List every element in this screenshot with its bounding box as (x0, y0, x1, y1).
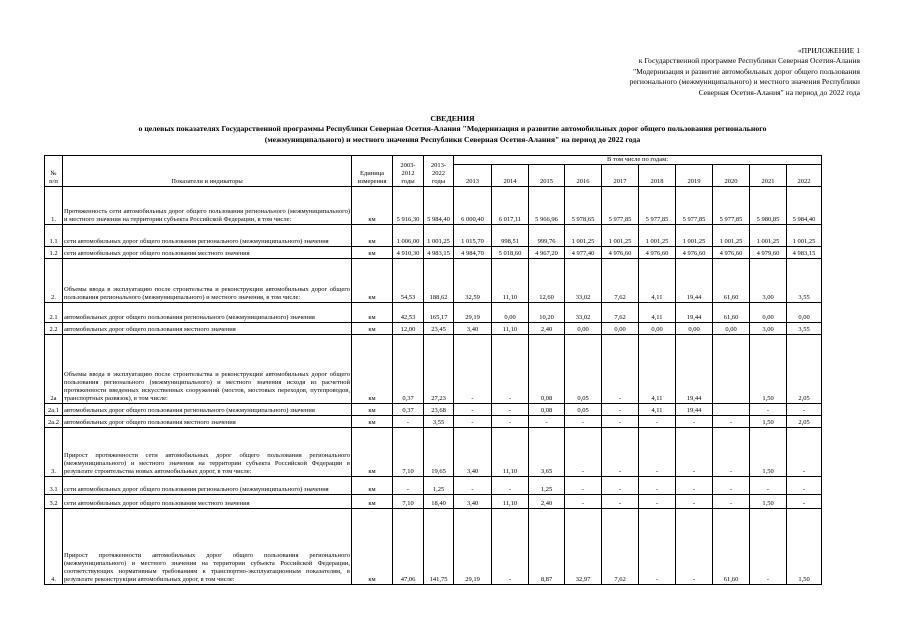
value-cell: 1,50 (750, 428, 787, 477)
header-unit-bottom: измерения (357, 178, 387, 185)
value-cell: 5 980,85 (750, 187, 787, 225)
value-cell: 4 977,40 (565, 247, 602, 259)
header-year: 2013 (454, 165, 492, 187)
indicator-text: Протяженность сети автомобильных дорог общего пользования регионального (межмуниципального) и местного значения на территории субъекта Российской Федерации, в том числе: (63, 187, 352, 225)
value-cell: - (565, 428, 602, 477)
table-row (45, 225, 822, 247)
value-cell (713, 335, 750, 404)
indicator-text: Прирост протяженности сети автомобильных дорог общего пользования регионального (межмуниципального) и местного значения на территории субъекта Российской Федерации в результате строительства новых автомобильных дорог, в том числе: (63, 428, 352, 477)
title-heading: СВЕДЕНИЯ (430, 114, 475, 123)
value-cell: 1 015,70 (454, 225, 492, 247)
value-cell: 4 976,60 (676, 247, 713, 259)
value-cell: 4 983,15 (424, 247, 454, 259)
indicator-text: автомобильных дорог общего пользования местного значения (63, 416, 352, 428)
indicator-text: автомобильных дорог общего пользования регионального (межмуниципального) значения (63, 404, 352, 416)
header-year: 2018 (639, 165, 676, 187)
header-year: 2020 (713, 165, 750, 187)
value-cell: 7,10 (393, 495, 424, 509)
value-cell: 61,60 (713, 303, 750, 323)
value-cell: 0,08 (529, 335, 565, 404)
unit-cell: км (352, 247, 393, 259)
value-cell: 141,75 (424, 509, 454, 585)
unit-cell: км (352, 416, 393, 428)
header-period-2003-2012 (393, 156, 424, 187)
value-cell: 5 916,30 (393, 187, 424, 225)
value-cell: 4 910,30 (393, 247, 424, 259)
value-cell: 0,00 (676, 323, 713, 335)
value-cell: 0,00 (713, 323, 750, 335)
header-year: 2015 (529, 165, 565, 187)
header-num (45, 156, 63, 187)
value-cell: 3,00 (750, 259, 787, 303)
value-cell: 54,53 (393, 259, 424, 303)
value-cell: 19,44 (676, 259, 713, 303)
value-cell: 18,40 (424, 495, 454, 509)
value-cell: 7,62 (602, 259, 639, 303)
value-cell: 0,00 (565, 323, 602, 335)
value-cell: - (750, 404, 787, 416)
indicator-text: сети автомобильных дорог общего пользования местного значения (63, 495, 352, 509)
header-period-top: 2003- (400, 161, 416, 169)
value-cell: - (565, 477, 602, 495)
value-cell: 3,40 (454, 495, 492, 509)
value-cell: 5 018,60 (492, 247, 529, 259)
value-cell: 29,19 (454, 509, 492, 585)
value-cell: 42,53 (393, 303, 424, 323)
value-cell: 10,20 (529, 303, 565, 323)
value-cell: 0,37 (393, 335, 424, 404)
value-cell: 1,25 (529, 477, 565, 495)
value-cell: 1,50 (750, 495, 787, 509)
value-cell: 3,65 (529, 428, 565, 477)
table-body (45, 187, 822, 585)
value-cell: 4 976,60 (602, 247, 639, 259)
table-row (45, 247, 822, 259)
header-period-bottom: годы (401, 178, 415, 185)
value-cell: - (639, 428, 676, 477)
value-cell: 11,10 (492, 323, 529, 335)
value-cell: 1 001,25 (639, 225, 676, 247)
value-cell: 1 001,25 (602, 225, 639, 247)
value-cell: - (713, 495, 750, 509)
appendix-line: "Модернизация и развитие автомобильных дорог общего пользования (632, 66, 860, 76)
value-cell: 0,00 (602, 323, 639, 335)
value-cell: 1 001,25 (565, 225, 602, 247)
indicator-text: Прирост протяженности автомобильных дорог общего пользования регионального (межмуниципального) и местного значения на территории субъекта Российской Федерации, соответствующих нормативным требованиям к транспортно-эксплуатационным показателям, в результате реконструкции автомобильных дорог, в том числе: (63, 509, 352, 585)
value-cell: 4 976,60 (639, 247, 676, 259)
value-cell: - (602, 404, 639, 416)
value-cell: 12,00 (393, 323, 424, 335)
indicators-table (44, 155, 822, 585)
unit-cell: км (352, 335, 393, 404)
row-number: 1.1 (45, 225, 63, 247)
value-cell: - (602, 335, 639, 404)
value-cell: - (492, 404, 529, 416)
value-cell: 165,17 (424, 303, 454, 323)
header-year: 2014 (492, 165, 529, 187)
value-cell: - (602, 428, 639, 477)
header-num-top: № (50, 169, 57, 177)
header-period-bottom: годы (431, 178, 446, 185)
value-cell: 0,37 (393, 404, 424, 416)
value-cell: - (787, 477, 822, 495)
value-cell: 1 001,25 (713, 225, 750, 247)
value-cell: - (787, 428, 822, 477)
value-cell: 61,60 (713, 259, 750, 303)
unit-cell: км (352, 323, 393, 335)
value-cell: 5 977,85 (713, 187, 750, 225)
value-cell: 11,10 (492, 495, 529, 509)
value-cell: 1 001,25 (676, 225, 713, 247)
value-cell: 7,62 (602, 509, 639, 585)
row-number: 3.2 (45, 495, 63, 509)
value-cell: 19,44 (676, 335, 713, 404)
value-cell: 0,00 (492, 303, 529, 323)
value-cell: 6 000,40 (454, 187, 492, 225)
value-cell: - (492, 477, 529, 495)
indicator-text: сети автомобильных дорог общего пользования регионального (межмуниципального) значения (63, 477, 352, 495)
row-number: 2.2 (45, 323, 63, 335)
unit-cell: км (352, 404, 393, 416)
value-cell: 1,50 (750, 335, 787, 404)
value-cell: - (565, 416, 602, 428)
header-num-bottom: п/п (49, 178, 58, 185)
value-cell: - (602, 495, 639, 509)
appendix-line: регионального (межмуниципального) и местного значения Республики (629, 77, 860, 87)
value-cell: - (454, 416, 492, 428)
value-cell: 4 984,70 (454, 247, 492, 259)
value-cell: 5 984,40 (424, 187, 454, 225)
value-cell: - (492, 335, 529, 404)
value-cell: 47,06 (393, 509, 424, 585)
appendix-note (530, 46, 860, 98)
value-cell: - (602, 416, 639, 428)
indicator-text: Объемы ввода в эксплуатацию после строительства и реконструкции автомобильных дорог общего пользования регионального (межмуниципального) и местного значения, в том числе: (63, 259, 352, 303)
value-cell: 0,08 (529, 404, 565, 416)
row-number: 2а.1 (45, 404, 63, 416)
unit-cell: км (352, 225, 393, 247)
value-cell: 1 006,00 (393, 225, 424, 247)
value-cell: 0,05 (565, 335, 602, 404)
table-row (45, 477, 822, 495)
value-cell: 4,11 (639, 303, 676, 323)
table-row (45, 335, 822, 404)
row-number: 3.1 (45, 477, 63, 495)
value-cell: 4,11 (639, 259, 676, 303)
header-year: 2019 (676, 165, 713, 187)
value-cell: - (454, 335, 492, 404)
value-cell: 33,02 (565, 303, 602, 323)
header-period-mid: 2022 (432, 169, 445, 177)
value-cell: 0,00 (750, 303, 787, 323)
table-row (45, 509, 822, 585)
header-unit (352, 156, 393, 187)
value-cell: - (639, 495, 676, 509)
value-cell: 33,02 (565, 259, 602, 303)
value-cell: 4 979,60 (750, 247, 787, 259)
indicator-text: Объемы ввода в эксплуатацию после строительства и реконструкции автомобильных дорог общего пользования регионального (межмуниципального) и местного значения исходя из расчетной протяженности введенных искусственных сооружений (мостов, мостовых переходов, путепроводов, транспортных развязок), в том числе: (63, 335, 352, 404)
value-cell: 19,44 (676, 404, 713, 416)
value-cell: 11,10 (492, 259, 529, 303)
value-cell: 61,60 (713, 509, 750, 585)
value-cell: 19,44 (676, 303, 713, 323)
value-cell: 5 966,96 (529, 187, 565, 225)
value-cell: - (713, 416, 750, 428)
row-number: 4. (45, 509, 63, 585)
title-line: (межмуниципального) и местного значения Республики Северная Осетия-Алания" на период до 2022 года (264, 134, 641, 144)
value-cell: 3,55 (787, 323, 822, 335)
table-row (45, 416, 822, 428)
value-cell: - (529, 416, 565, 428)
value-cell: 4,11 (639, 404, 676, 416)
row-number: 2.1 (45, 303, 63, 323)
value-cell: 2,05 (787, 416, 822, 428)
value-cell: 27,23 (424, 335, 454, 404)
table-row (45, 187, 822, 225)
row-number: 1.2 (45, 247, 63, 259)
value-cell: 2,05 (787, 335, 822, 404)
value-cell: 1 001,25 (787, 225, 822, 247)
value-cell: 23,45 (424, 323, 454, 335)
unit-cell: км (352, 187, 393, 225)
indicator-text: сети автомобильных дорог общего пользования регионального (межмуниципального) значения (63, 225, 352, 247)
value-cell: - (676, 477, 713, 495)
row-number: 3. (45, 428, 63, 477)
unit-cell: км (352, 495, 393, 509)
value-cell: - (676, 509, 713, 585)
value-cell: - (750, 477, 787, 495)
title-line: о целевых показателях Государственной программы Республики Северная Осетия-Алания "Модернизация и развитие автомобильных дорог общего пользования регионального (138, 124, 767, 134)
table-row (45, 495, 822, 509)
value-cell: 5 977,85 (676, 187, 713, 225)
value-cell: 5 977,85 (602, 187, 639, 225)
unit-cell: км (352, 303, 393, 323)
indicator-text: автомобильных дорог общего пользования местного значения (63, 323, 352, 335)
value-cell: 5 978,65 (565, 187, 602, 225)
value-cell: 8,87 (529, 509, 565, 585)
document-title (0, 114, 905, 145)
value-cell: - (393, 416, 424, 428)
value-cell: 1 001,25 (424, 225, 454, 247)
unit-cell: км (352, 259, 393, 303)
value-cell: - (454, 404, 492, 416)
value-cell: 23,68 (424, 404, 454, 416)
value-cell: 5 977,85 (639, 187, 676, 225)
value-cell: - (787, 495, 822, 509)
value-cell: - (713, 428, 750, 477)
value-cell: 12,60 (529, 259, 565, 303)
header-by-years: В том числе по годам: (454, 156, 822, 165)
value-cell: 3,55 (424, 416, 454, 428)
value-cell: 3,55 (787, 259, 822, 303)
value-cell: 1,25 (424, 477, 454, 495)
table-row (45, 428, 822, 477)
table-row (45, 259, 822, 303)
table-row (45, 404, 822, 416)
unit-cell: км (352, 428, 393, 477)
appendix-line: Северная Осетия-Алания" на период до 2022 года (698, 87, 860, 97)
value-cell: - (393, 477, 424, 495)
header-period-top: 2013- (430, 161, 447, 169)
row-number: 2а (45, 335, 63, 404)
value-cell: 5 984,40 (787, 187, 822, 225)
value-cell: - (492, 416, 529, 428)
value-cell: - (676, 416, 713, 428)
value-cell: - (565, 495, 602, 509)
appendix-line: к Государственной программе Республики Северная Осетия-Алания (638, 56, 860, 66)
value-cell: 2,40 (529, 495, 565, 509)
unit-cell: км (352, 477, 393, 495)
value-cell: 19,65 (424, 428, 454, 477)
value-cell: 4 967,20 (529, 247, 565, 259)
value-cell: - (492, 509, 529, 585)
row-number: 2. (45, 259, 63, 303)
header-indicator: Показатели и индикаторы (63, 156, 352, 187)
appendix-line: «ПРИЛОЖЕНИЕ 1 (797, 46, 860, 55)
value-cell: 999,76 (529, 225, 565, 247)
value-cell: 32,59 (454, 259, 492, 303)
table-row (45, 323, 822, 335)
value-cell: 3,40 (454, 428, 492, 477)
value-cell: - (602, 477, 639, 495)
value-cell: - (639, 509, 676, 585)
value-cell: 7,62 (602, 303, 639, 323)
value-cell: 188,62 (424, 259, 454, 303)
indicator-text: сети автомобильных дорог общего пользования местного значения (63, 247, 352, 259)
header-year: 2022 (787, 165, 822, 187)
value-cell: 32,97 (565, 509, 602, 585)
header-period-2013-2022 (424, 156, 454, 187)
value-cell: 1,50 (750, 416, 787, 428)
value-cell: - (787, 404, 822, 416)
value-cell: 2,40 (529, 323, 565, 335)
header-period-mid: 2012 (401, 169, 415, 177)
row-number: 1. (45, 187, 63, 225)
value-cell: 3,00 (750, 323, 787, 335)
header-year: 2017 (602, 165, 639, 187)
value-cell: 0,05 (565, 404, 602, 416)
row-number: 2а.2 (45, 416, 63, 428)
value-cell: 4,11 (639, 335, 676, 404)
value-cell: 4 976,60 (713, 247, 750, 259)
unit-cell: км (352, 509, 393, 585)
value-cell: - (750, 509, 787, 585)
header-year: 2016 (565, 165, 602, 187)
value-cell: - (676, 495, 713, 509)
header-year: 2021 (750, 165, 787, 187)
value-cell (713, 404, 750, 416)
value-cell: 11,10 (492, 428, 529, 477)
value-cell: 0,00 (787, 303, 822, 323)
indicator-text: автомобильных дорог общего пользования регионального (межмуниципального) значения (63, 303, 352, 323)
value-cell: 0,00 (639, 323, 676, 335)
value-cell: 29,19 (454, 303, 492, 323)
value-cell: - (639, 477, 676, 495)
value-cell: 3,40 (454, 323, 492, 335)
value-cell: - (454, 477, 492, 495)
value-cell: 4 983,15 (787, 247, 822, 259)
value-cell: - (639, 416, 676, 428)
table-row (45, 303, 822, 323)
value-cell: - (713, 477, 750, 495)
value-cell: 6 017,11 (492, 187, 529, 225)
value-cell: 998,51 (492, 225, 529, 247)
value-cell: - (676, 428, 713, 477)
value-cell: 1 001,25 (750, 225, 787, 247)
value-cell: 1,50 (787, 509, 822, 585)
header-unit-top: Единица (359, 169, 385, 177)
value-cell: 7,10 (393, 428, 424, 477)
